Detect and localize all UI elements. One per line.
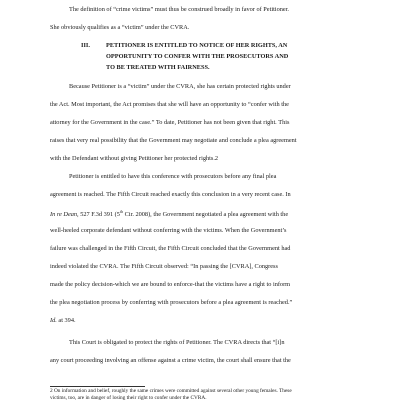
case-citation-line: In re Dean, 527 F.3d 391 (5th Cir. 2008), the Government negotiated a plea agreement with the (50, 209, 289, 219)
paragraph-line: the plea negotiation process by conferring with prosecutors before a plea agreement is reached.” (50, 299, 293, 306)
paragraph-line: with the Defendant without giving Petitioner her protected rights.2 (50, 155, 219, 162)
section-heading-line: PETITIONER IS ENTITLED TO NOTICE OF HER RIGHTS, AN (106, 42, 288, 49)
paragraph-line: This Court is obligated to protect the rights of Petitioner. The CVRA directs that “[i]n (69, 339, 285, 346)
section-heading-line: TO BE TREATED WITH FAIRNESS. (106, 64, 210, 71)
paragraph-line: raises that very real possibility that the Government may negotiate and conclude a plea agreement (50, 137, 297, 144)
intro-line: She obviously qualifies as a “victim” under the CVRA. (50, 24, 190, 31)
section-number: III. (81, 42, 90, 49)
paragraph-line: failure was challenged in the Fifth Circuit, the Fifth Circuit concluded that the Government had (50, 245, 291, 252)
paragraph-line: well-heeled corporate defendant without conferring with the victims. When the Government’s (50, 227, 287, 234)
paragraph-line: made the policy decision-which we are bound to enforce-that the victims have a right to inform (50, 281, 291, 288)
footnote-line: victims, too, are in danger of losing their right to confer under the CVRA. (50, 395, 207, 401)
paragraph-line: indeed violated the CVRA. The Fifth Circuit observed: “In passing the [CVRA], Congress (50, 263, 278, 270)
footnote-divider (50, 386, 145, 387)
id-citation-line: Id. at 394. (50, 317, 76, 324)
paragraph-line: agreement is reached. The Fifth Circuit reached exactly this conclusion in a very recent case. In (50, 191, 291, 198)
footnote-line: 2 On information and belief, roughly the same crimes were committed against several other young females. These (50, 388, 292, 394)
paragraph-line: attorney for the Government in the case.” To date, Petitioner has not been given that right. This (50, 119, 290, 126)
paragraph-line: any court proceeding involving an offense against a crime victim, the court shall ensure that the (50, 357, 291, 364)
paragraph-line: Because Petitioner is a “victim” under the CVRA, she has certain protected rights under (69, 83, 291, 90)
intro-line: The definition of “crime victims” must thus be construed broadly in favor of Petitioner. (69, 6, 289, 13)
paragraph-line: the Act. Most important, the Act promises that she will have an opportunity to “confer with the (50, 101, 289, 108)
section-heading-line: OPPORTUNITY TO CONFER WITH THE PROSECUTORS AND (106, 53, 289, 60)
paragraph-line: Petitioner is entitled to have this conference with prosecutors before any final plea (69, 173, 277, 180)
